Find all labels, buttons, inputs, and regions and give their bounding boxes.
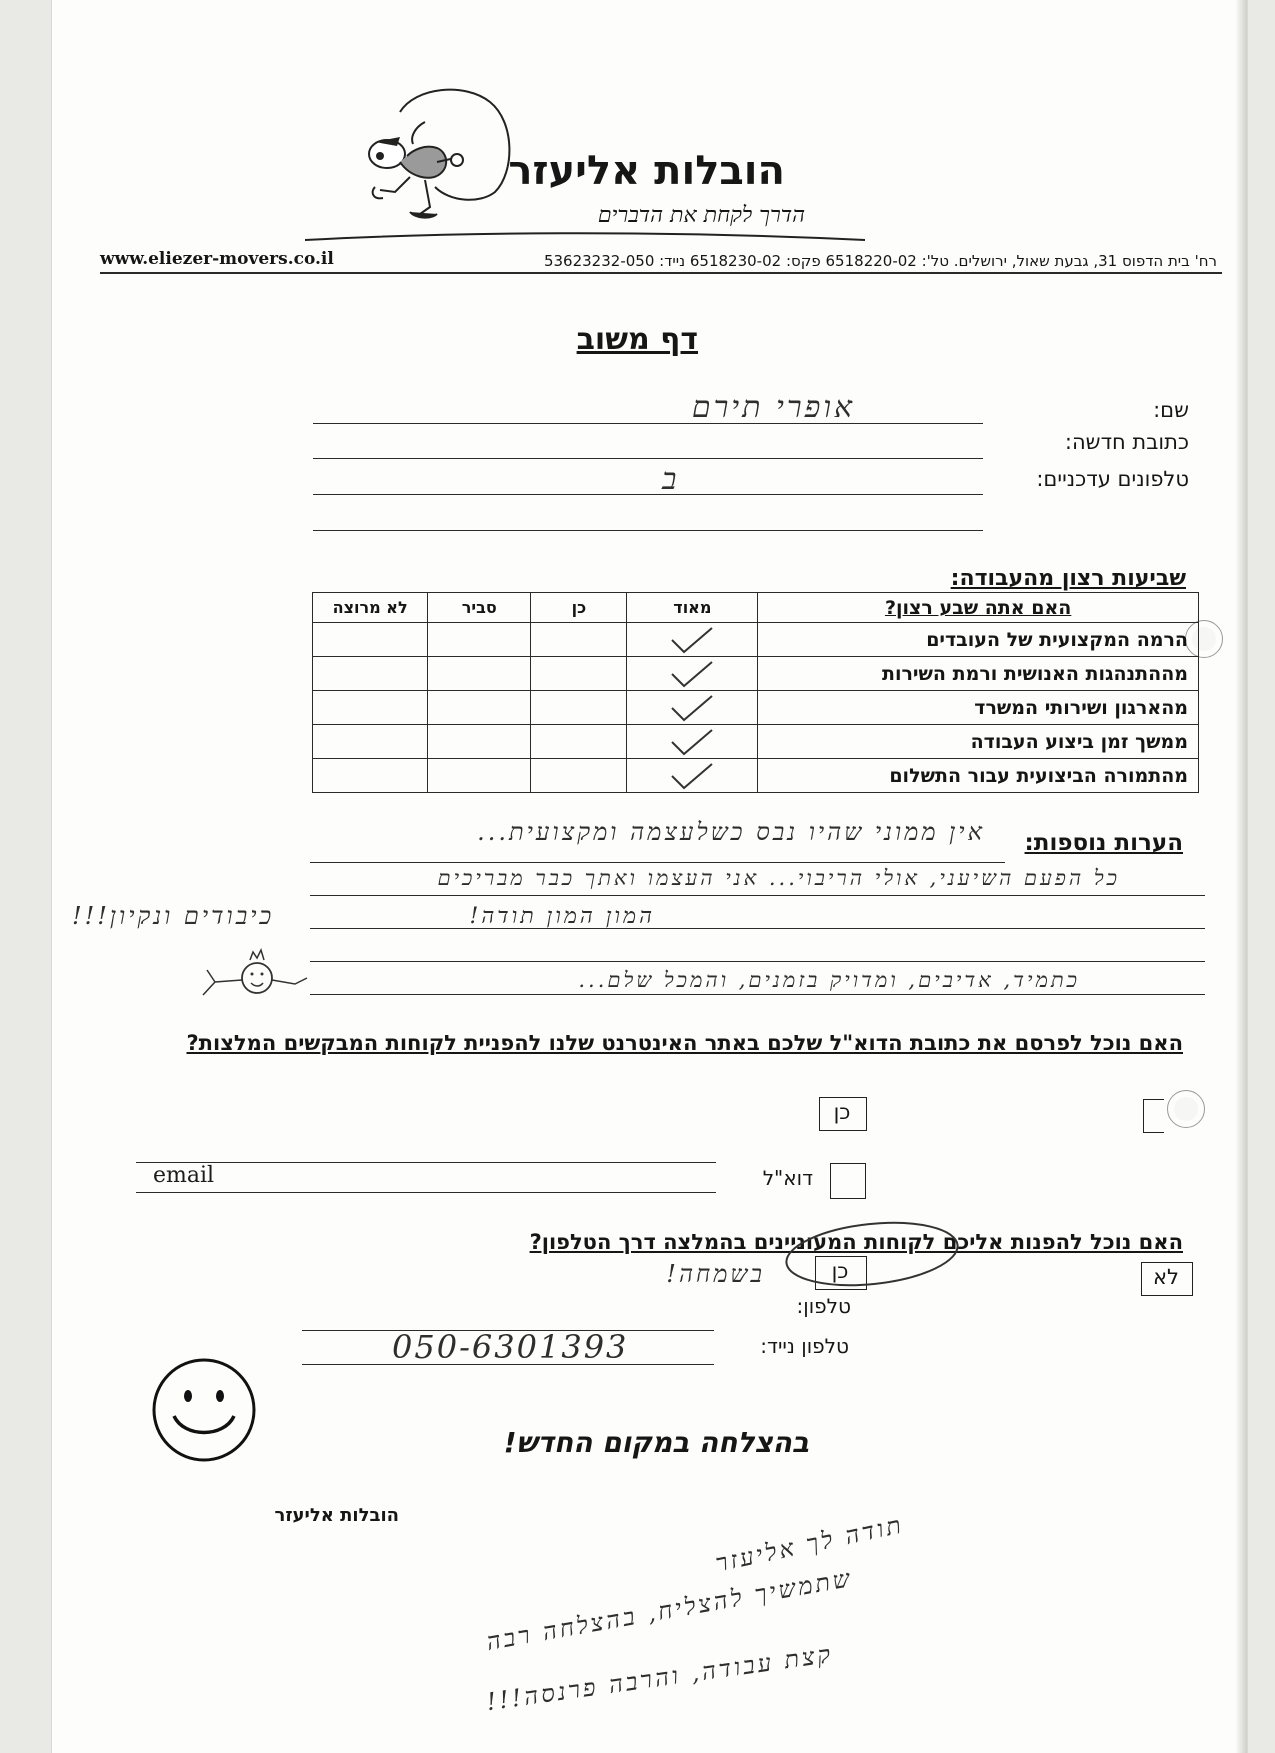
- table-row: [313, 725, 1199, 759]
- comment-line-4: [310, 961, 1205, 962]
- checkbox-unsatisfied[interactable]: [313, 623, 428, 657]
- checkbox-very[interactable]: [627, 759, 758, 793]
- checkbox-yes[interactable]: [531, 623, 627, 657]
- smiley-face-icon: [150, 1356, 258, 1464]
- phone-handwritten-note[interactable]: בשמחה!: [666, 1260, 765, 1288]
- checkbox-unsatisfied[interactable]: [313, 725, 428, 759]
- comments-label: הערות נוספות:: [1024, 830, 1183, 856]
- row-label: מהתמורה הביצועית עבור התשלום: [758, 759, 1199, 793]
- phone-label: טלפון:: [796, 1294, 851, 1318]
- checkbox-fair[interactable]: [428, 657, 531, 691]
- phones-label: טלפונים עדכניים:: [1036, 467, 1189, 491]
- doodle-face-icon: [195, 940, 315, 1010]
- checkbox-fair[interactable]: [428, 691, 531, 725]
- company-slogan: הדרך לקחת את הדברים: [597, 203, 805, 228]
- mobile-line: [302, 1364, 714, 1365]
- phone-no-label: לא: [1153, 1265, 1179, 1289]
- phones-line: [313, 530, 983, 531]
- checkbox-fair[interactable]: [428, 725, 531, 759]
- checkbox-unsatisfied[interactable]: [313, 657, 428, 691]
- comment-line-3: [310, 928, 1205, 929]
- checkbox-fair[interactable]: [428, 759, 531, 793]
- new-address-label: כתובת חדשה:: [1064, 430, 1189, 454]
- mobile-value[interactable]: 050-6301393: [392, 1328, 629, 1366]
- email-input[interactable]: email: [153, 1163, 215, 1188]
- table-row: [313, 657, 1199, 691]
- checkbox-yes[interactable]: [531, 725, 627, 759]
- email-checkbox[interactable]: [830, 1163, 866, 1199]
- name-value[interactable]: אופרי תירם: [691, 390, 855, 425]
- table-row: [313, 691, 1199, 725]
- phones-value[interactable]: ב: [662, 462, 680, 497]
- email-line-bottom: [136, 1192, 716, 1193]
- row-label: הרמה המקצועית של העובדים: [758, 623, 1199, 657]
- email-yes-label: כן: [833, 1100, 851, 1124]
- header-swoosh: [305, 228, 865, 244]
- checkmark-icon: [627, 691, 757, 724]
- checkbox-fair[interactable]: [428, 623, 531, 657]
- phone-question: האם נוכל להפנות אליכם לקוחות המעוניינים בהמלצה דרך הטלפון?: [529, 1230, 1183, 1254]
- checkmark-icon: [627, 759, 757, 792]
- checkbox-yes[interactable]: [531, 657, 627, 691]
- checkbox-very[interactable]: [627, 623, 758, 657]
- comment-text-1[interactable]: אין ממוני שהיו נבס כשלעצמה ומקצועית...: [477, 818, 985, 846]
- company-address: רח' בית הדפוס 31, גבעת שאול, ירושלים. טל': 6518220-02 פקס: 6518230-02 נייד: 53623232-050: [543, 252, 1217, 270]
- binder-hole-bottom: [1167, 1090, 1205, 1128]
- mobile-label: טלפון נייד:: [760, 1334, 849, 1358]
- checkbox-yes[interactable]: [531, 691, 627, 725]
- row-label: ממשך זמן ביצוע העבודה: [758, 725, 1199, 759]
- form-title: דף משוב: [576, 322, 698, 357]
- checkbox-yes[interactable]: [531, 759, 627, 793]
- comment-text-5[interactable]: כתמיד, אדיבים, ומדויק בזמנים, והמכל שלם...: [578, 968, 1080, 992]
- comment-text-3[interactable]: המון המון תודה!: [469, 904, 655, 929]
- table-row: [313, 623, 1199, 657]
- checkmark-icon: [627, 657, 757, 690]
- question-header: האם אתה שבע רצון?: [758, 593, 1199, 623]
- checkbox-unsatisfied[interactable]: [313, 691, 428, 725]
- name-label: שם:: [1153, 398, 1189, 422]
- closing-handwritten-1[interactable]: תודה לך אליעזר: [712, 1510, 906, 1578]
- comment-text-2[interactable]: כל הפעם השיעני, אולי הריבוי... אני העצמו ואתך כבר מבריכים: [437, 866, 1120, 890]
- email-question: האם נוכל לפרסם את כתובת הדוא"ל שלכם באתר האינטרנט שלנו להפניית לקוחות המבקשים המלצות?: [186, 1031, 1183, 1055]
- checkbox-very[interactable]: [627, 657, 758, 691]
- satisfaction-table: [312, 592, 1199, 793]
- table-row: [313, 759, 1199, 793]
- checkbox-unsatisfied[interactable]: [313, 759, 428, 793]
- comment-line-2: [310, 895, 1205, 896]
- email-yes-checkbox-edge[interactable]: [1143, 1099, 1164, 1133]
- header-rule: [100, 272, 1222, 274]
- comment-text-4[interactable]: כיבודים ונקיון!!!: [72, 902, 275, 930]
- closing-handwritten-3[interactable]: קצת עבודה, והרבה פרנסה!!!: [484, 1639, 836, 1717]
- company-name: הובלות אליעזר: [508, 148, 785, 194]
- satisfaction-heading: שביעות רצון מהעבודה:: [950, 566, 1186, 591]
- comment-line-1: [310, 862, 1005, 863]
- email-label: דוא"ל: [762, 1166, 813, 1190]
- phone-yes-label: כן: [831, 1259, 849, 1283]
- col-yes: כן: [531, 593, 627, 623]
- col-fair: סביר: [428, 593, 531, 623]
- checkmark-icon: [627, 725, 757, 758]
- closing-handwritten-2[interactable]: שתמשיך להצליח, בהצלחה רבה: [484, 1563, 855, 1657]
- checkmark-icon: [627, 623, 757, 656]
- closing-signature: הובלות אליעזר: [274, 1505, 399, 1526]
- email-line-top: [136, 1162, 716, 1163]
- address-line-2: [313, 494, 983, 495]
- comment-line-5: [310, 994, 1205, 995]
- closing-slogan: בהצלחה במקום החדש!: [503, 1426, 809, 1459]
- page-edge: [1236, 0, 1247, 1753]
- company-website[interactable]: www.eliezer-movers.co.il: [100, 249, 334, 269]
- row-label: מהארגון ושירותי המשרד: [758, 691, 1199, 725]
- address-line-1: [313, 458, 983, 459]
- checkbox-very[interactable]: [627, 725, 758, 759]
- row-label: מההתנהגות האנושית ורמת השירות: [758, 657, 1199, 691]
- col-unsatisfied: לא מרוצה: [313, 593, 428, 623]
- yes-circled-mark: [780, 1212, 964, 1292]
- checkbox-very[interactable]: [627, 691, 758, 725]
- col-very: מאוד: [627, 593, 758, 623]
- name-line: [313, 423, 983, 424]
